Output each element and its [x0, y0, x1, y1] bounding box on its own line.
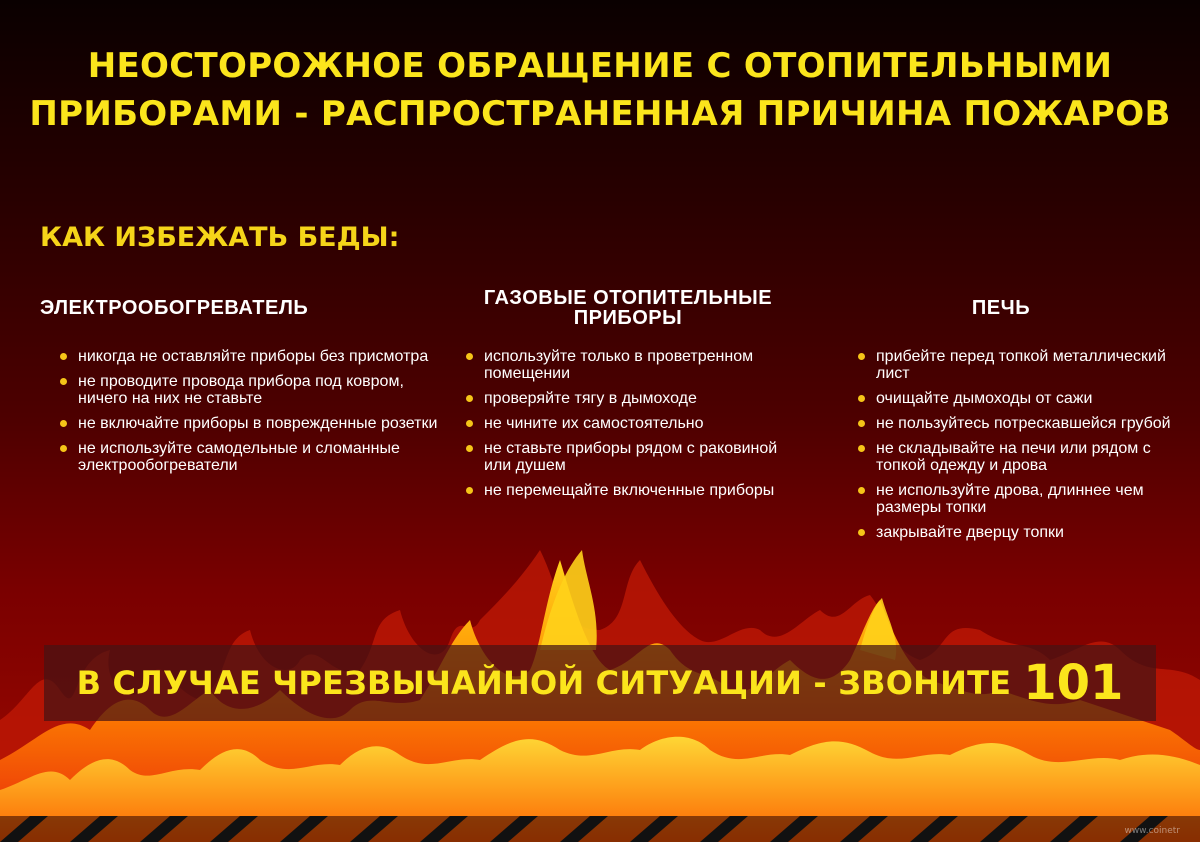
emergency-phone-number: 101 [1023, 655, 1124, 711]
title-line-1: НЕОСТОРОЖНОЕ ОБРАЩЕНИЕ С ОТОПИТЕЛЬНЫМИ [87, 46, 1113, 86]
tip-item: не проводите провода прибора под ковром, ничего на них не ставьте [58, 373, 450, 407]
tips-list [448, 348, 808, 499]
title-line-2: ПРИБОРАМИ - РАСПРОСТРАНЕННАЯ ПРИЧИНА ПОЖАРОВ [29, 94, 1171, 134]
column-stove [840, 288, 1190, 549]
column-heading: ЭЛЕКТРООБОГРЕВАТЕЛЬ [40, 297, 309, 319]
tip-item: очищайте дымоходы от сажи [856, 390, 1190, 407]
tip-item: проверяйте тягу в дымоходе [464, 390, 808, 407]
tip-item: не складывайте на печи или рядом с топкой одежду и дрова [856, 440, 1190, 474]
tips-list [840, 348, 1190, 541]
tip-item: не чините их самостоятельно [464, 415, 808, 432]
tip-item: используйте только в проветренном помещении [464, 348, 808, 382]
tip-item: закрывайте дверцу топки [856, 524, 1190, 541]
poster-title [0, 42, 1200, 138]
tip-item: прибейте перед топкой металлический лист [856, 348, 1190, 382]
column-heading: ГАЗОВЫЕ ОТОПИТЕЛЬНЫЕ ПРИБОРЫ [483, 287, 773, 329]
tip-item: никогда не оставляйте приборы без присмотра [58, 348, 450, 365]
tips-list [40, 348, 450, 474]
column-gas-heaters [448, 288, 808, 507]
emergency-banner-text: В СЛУЧАЕ ЧРЕЗВЫЧАЙНОЙ СИТУАЦИИ - ЗВОНИТЕ [76, 664, 1012, 702]
column-heading: ПЕЧЬ [971, 297, 1031, 319]
tip-item: не пользуйтесь потрескавшейся грубой [856, 415, 1190, 432]
tip-item: не ставьте приборы рядом с раковиной или душем [464, 440, 808, 474]
emergency-banner [44, 645, 1156, 721]
section-subtitle: КАК ИЗБЕЖАТЬ БЕДЫ: [40, 222, 400, 253]
tip-item: не используйте самодельные и сломанные электрообогреватели [58, 440, 450, 474]
watermark: www.coinetr [1124, 826, 1180, 836]
grill-grate-illustration [0, 802, 1200, 842]
column-electric-heater [40, 288, 450, 482]
tip-item: не используйте дрова, длиннее чем размеры топки [856, 482, 1190, 516]
tip-item: не перемещайте включенные приборы [464, 482, 808, 499]
tip-item: не включайте приборы в поврежденные розетки [58, 415, 450, 432]
